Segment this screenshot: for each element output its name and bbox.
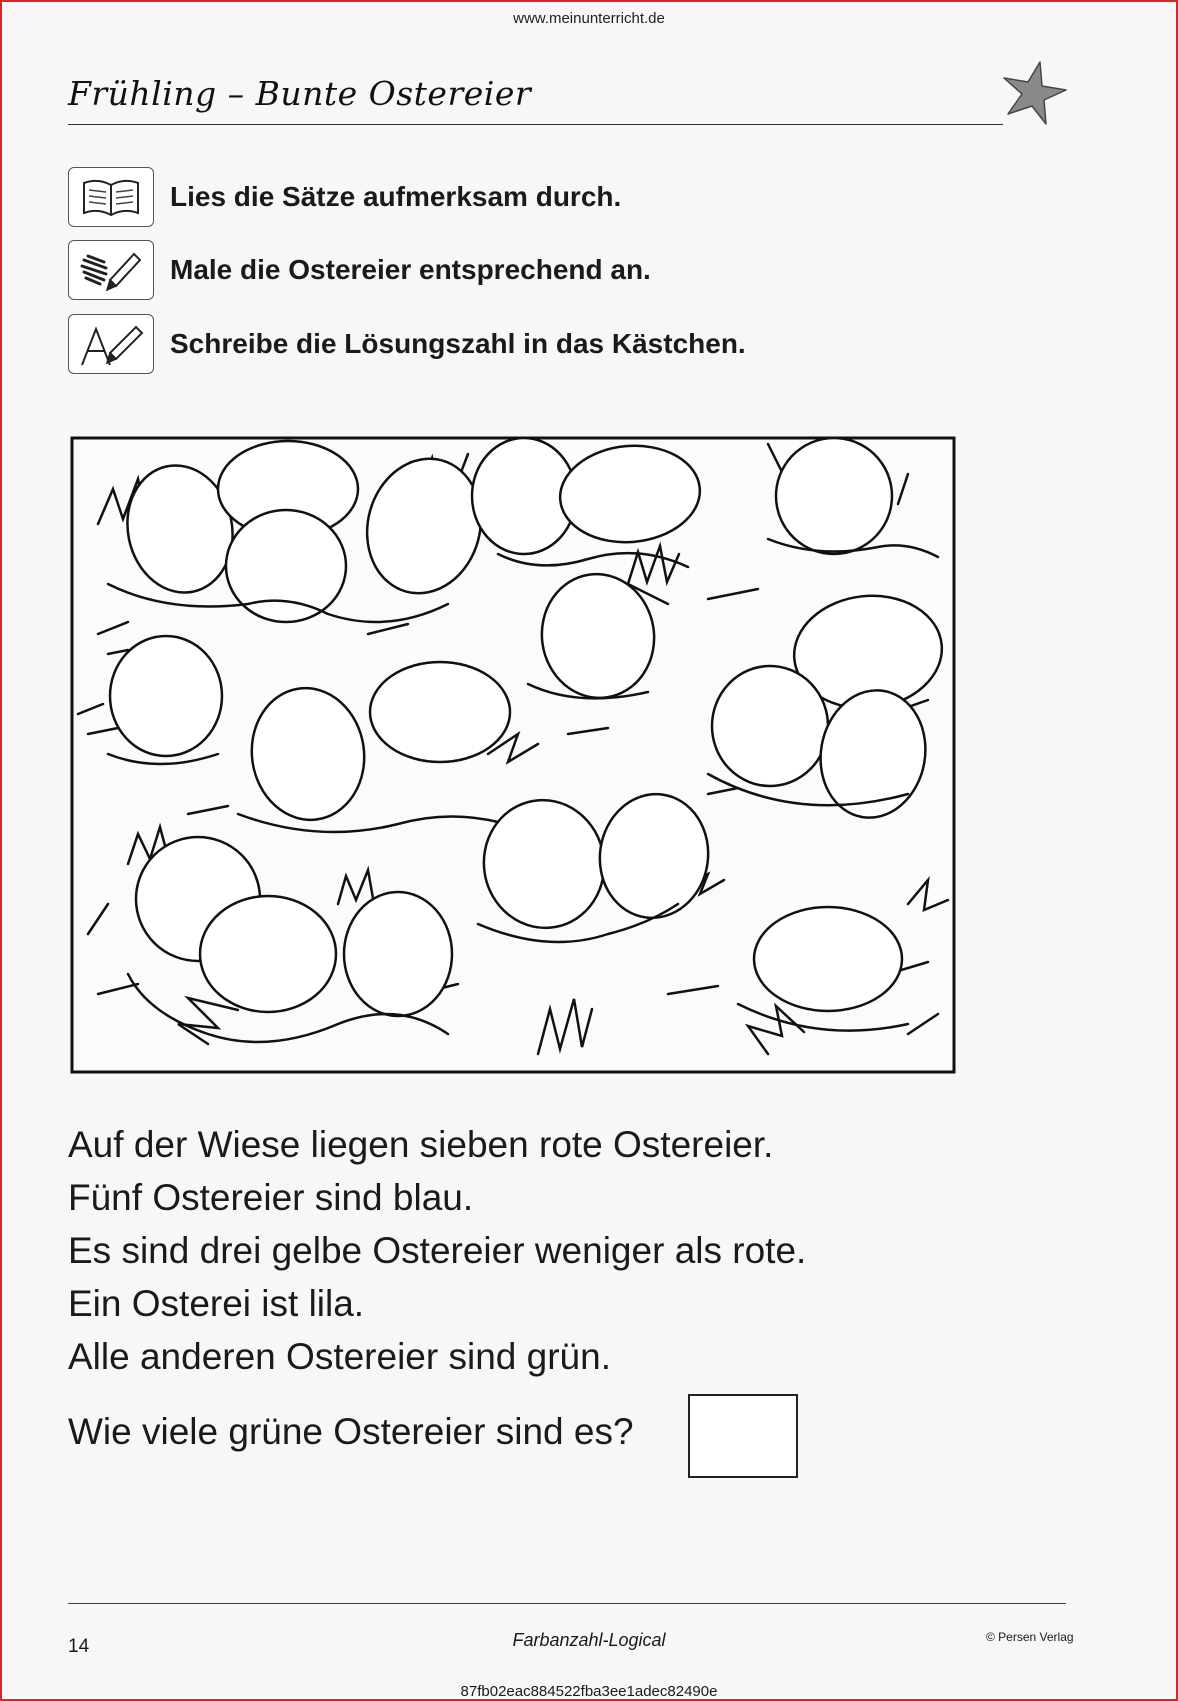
document-hash: 87fb02eac884522fba3ee1adec82490e [460, 1683, 718, 1700]
book-icon [68, 167, 154, 227]
instruction-read-text: Lies die Sätze aufmerksam durch. [170, 181, 622, 212]
instruction-color-text: Male die Ostereier entsprechend an. [170, 254, 651, 285]
easter-eggs-coloring-picture [68, 434, 958, 1076]
writing-pencil-icon [68, 314, 154, 374]
page-number: 14 [68, 1636, 90, 1657]
difficulty-star-icon [1000, 60, 1070, 126]
instruction-write [68, 313, 746, 375]
instruction-color [68, 239, 651, 301]
coloring-pencil-icon [68, 240, 154, 300]
source-url: www.meinunterricht.de [513, 10, 665, 27]
sentence-purple-egg: Ein Osterei ist lila. [68, 1283, 365, 1324]
answer-box[interactable] [688, 1394, 798, 1478]
sentence-yellow-eggs: Es sind drei gelbe Ostereier weniger als rote. [68, 1230, 807, 1271]
instruction-read [68, 166, 621, 228]
question-text: Wie viele grüne Ostereier sind es? [68, 1411, 634, 1452]
instruction-write-text: Schreibe die Lösungszahl in das Kästchen. [170, 328, 746, 359]
sentence-blue-eggs: Fünf Ostereier sind blau. [68, 1177, 474, 1218]
sentence-red-eggs: Auf der Wiese liegen sieben rote Ostereier. [68, 1124, 774, 1165]
copyright: © Persen Verlag [986, 1630, 1074, 1644]
series-title: Farbanzahl-Logical [512, 1630, 666, 1650]
worksheet-title: Frühling – Bunte Ostereier [68, 74, 532, 113]
sentence-green-eggs: Alle anderen Ostereier sind grün. [68, 1336, 611, 1377]
footer-divider [68, 1603, 1066, 1604]
title-underline [68, 124, 1003, 125]
